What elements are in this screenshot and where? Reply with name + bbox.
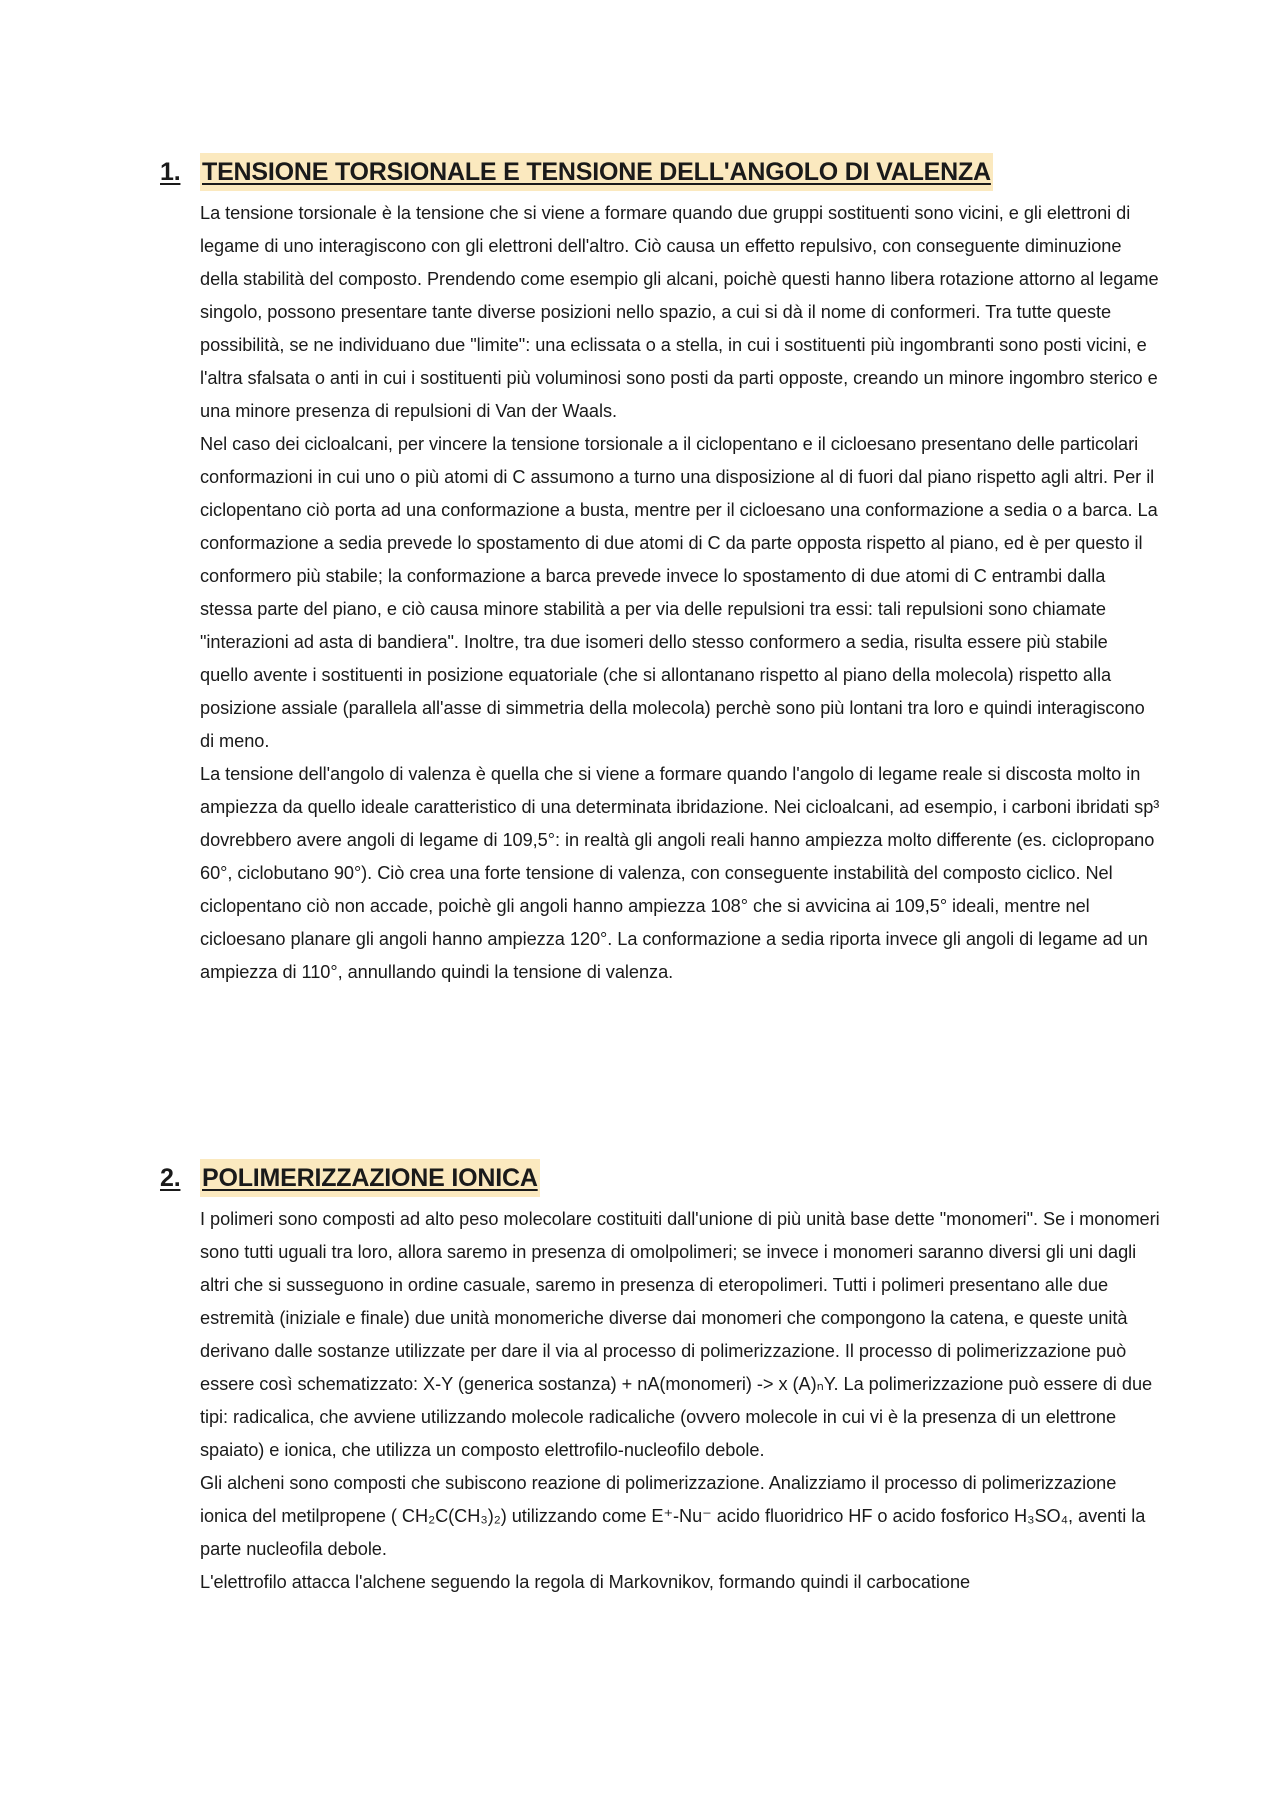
section-title: POLIMERIZZAZIONE IONICA — [200, 1159, 540, 1197]
paragraph: Gli alcheni sono composti che subiscono reazione di polimerizzazione. Analizziamo il processo di polimerizzazione ionica del metilpropene ( CH₂C(CH₃)₂) utilizzando come E⁺-Nu⁻ acido fluoridrico HF o acido fosforico H₃SO₄, aventi la parte nucleofila debole. — [200, 1473, 1146, 1559]
section-heading — [160, 153, 1160, 191]
paragraph: I polimeri sono composti ad alto peso molecolare costituiti dall'unione di più unità base dette "monomeri". Se i monomeri sono tutti uguali tra loro, allora saremo in presenza di omolpolimeri; se invece i monomeri saranno diversi gli uni dagli altri che si susseguono in ordine casuale, saremo in presenza di eteropolimeri. Tutti i polimeri presentano alle due estremità (iniziale e finale) due unità monomeriche diverse dai monomeri che compongono la catena, e queste unità derivano dalle sostanze utilizzate per dare il via al processo di polimerizzazione. Il processo di polimerizzazione può essere così schematizzato: X-Y (generica sostanza) + nA(monomeri) -> x (A)ₙY. La polimerizzazione può essere di due tipi: radicalica, che avviene utilizzando molecole radicaliche (ovvero molecole in cui vi è la presenza di un elettrone spaiato) e ionica, che utilizza un composto elettrofilo-nucleofilo debole. — [200, 1209, 1160, 1460]
paragraph: Nel caso dei cicloalcani, per vincere la tensione torsionale a il ciclopentano e il cicloesano presentano delle particolari conformazioni in cui uno o più atomi di C assumono a turno una disposizione al di fuori dal piano rispetto agli altri. Per il ciclopentano ciò porta ad una conformazione a busta, mentre per il cicloesano una conformazione a sedia o a barca. La conformazione a sedia prevede lo spostamento di due atomi di C da parte opposta rispetto al piano, ed è per questo il conformero più stabile; la conformazione a barca prevede invece lo spostamento di due atomi di C entrambi dalla stessa parte del piano, e ciò causa minore stabilità a per via delle repulsioni tra essi: tali repulsioni sono chiamate "interazioni ad asta di bandiera". Inoltre, tra due isomeri dello stesso conformero a sedia, risulta essere più stabile quello avente i sostituenti in posizione equatoriale (che si allontanano rispetto al piano della molecola) rispetto alla posizione assiale (parallela all'asse di simmetria della molecola) perchè sono più lontani tra loro e quindi interagiscono di meno. — [200, 434, 1158, 751]
section-torsional-strain — [160, 153, 1160, 989]
paragraph: La tensione torsionale è la tensione che si viene a formare quando due gruppi sostituenti sono vicini, e gli elettroni di legame di uno interagiscono con gli elettroni dell'altro. Ciò causa un effetto repulsivo, con conseguente diminuzione della stabilità del composto. Prendendo come esempio gli alcani, poichè questi hanno libera rotazione attorno al legame singolo, possono presentare tante diverse posizioni nello spazio, a cui si dà il nome di conformeri. Tra tutte queste possibilità, se ne individuano due "limite": una eclissata o a stella, in cui i sostituenti più ingombranti sono posti vicini, e l'altra sfalsata o anti in cui i sostituenti più voluminosi sono posti da parti opposte, creando un minore ingombro sterico e una minore presenza di repulsioni di Van der Waals. — [200, 203, 1159, 421]
paragraph: La tensione dell'angolo di valenza è quella che si viene a formare quando l'angolo di legame reale si discosta molto in ampiezza da quello ideale caratteristico di una determinata ibridazione. Nei cicloalcani, ad esempio, i carboni ibridati sp³ dovrebbero avere angoli di legame di 109,5°: in realtà gli angoli reali hanno ampiezza molto differente (es. ciclopropano 60°, ciclobutano 90°). Ciò crea una forte tensione di valenza, con conseguente instabilità del composto ciclico. Nel ciclopentano ciò non accade, poichè gli angoli hanno ampiezza 108° che si avvicina ai 109,5° ideali, mentre nel cicloesano planare gli angoli hanno ampiezza 120°. La conformazione a sedia riporta invece gli angoli di legame ad un ampiezza di 110°, annullando quindi la tensione di valenza. — [200, 764, 1160, 982]
section-heading — [160, 1159, 1160, 1197]
section-number: 1. — [160, 158, 181, 186]
section-number: 2. — [160, 1164, 181, 1192]
section-ionic-polymerization — [160, 1159, 1160, 1599]
paragraph: L'elettrofilo attacca l'alchene seguendo la regola di Markovnikov, formando quindi il carbocatione — [200, 1572, 971, 1592]
section-title: TENSIONE TORSIONALE E TENSIONE DELL'ANGOLO DI VALENZA — [200, 153, 993, 191]
